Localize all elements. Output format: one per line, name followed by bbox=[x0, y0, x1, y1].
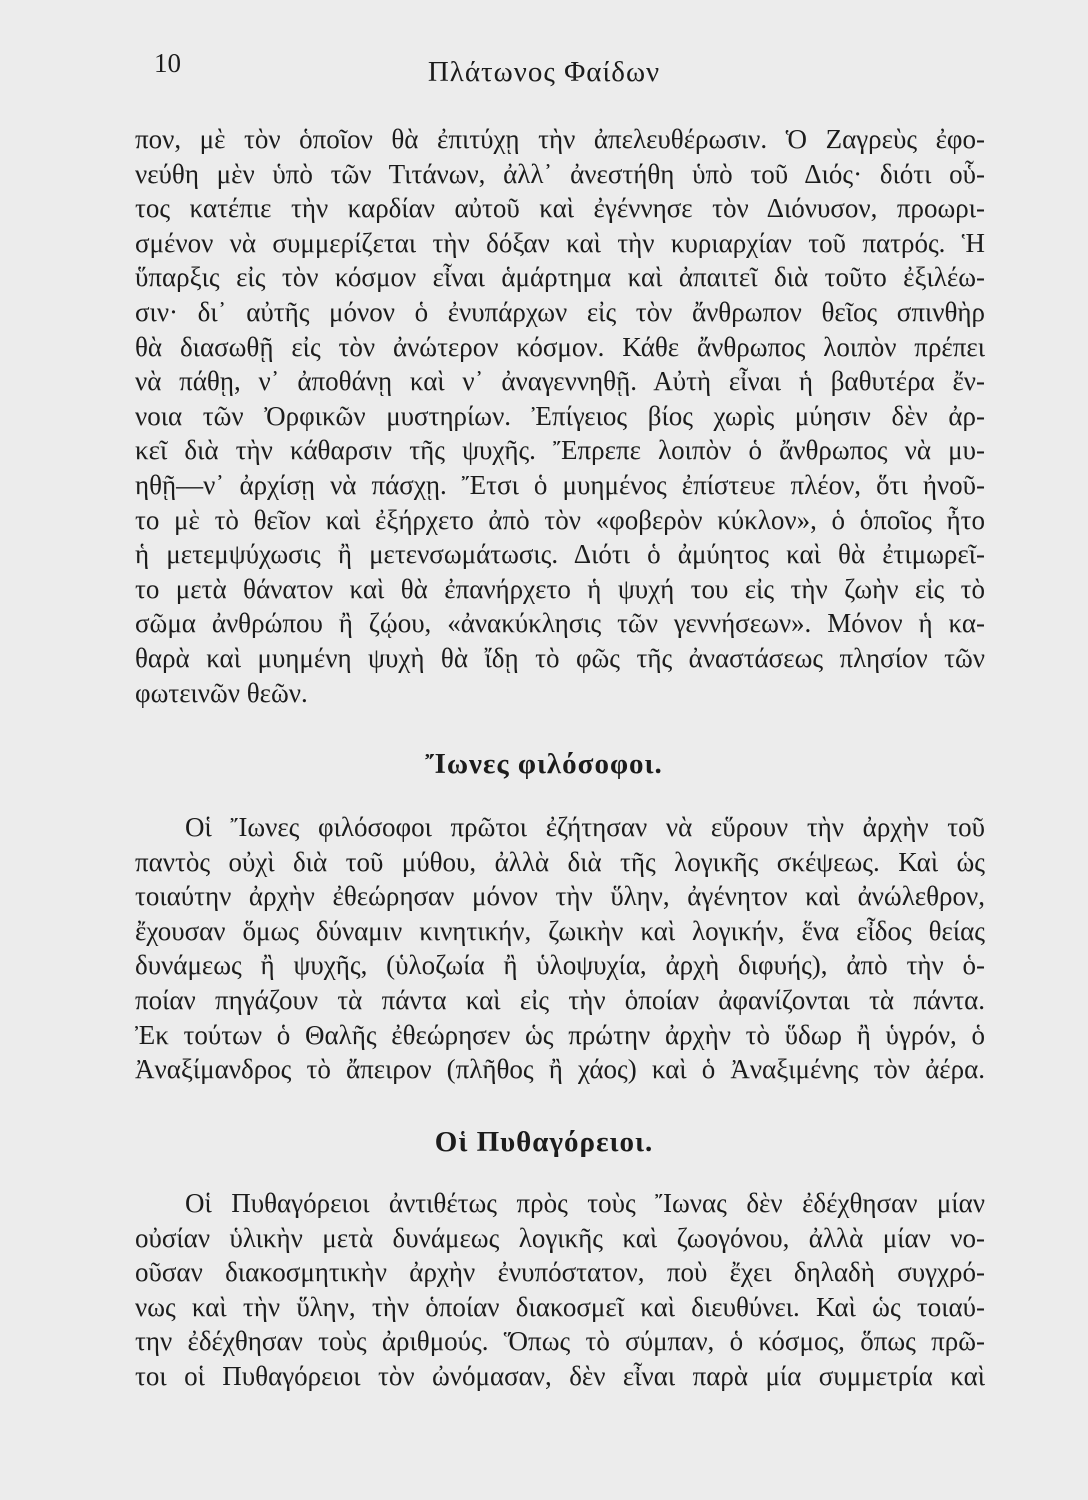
text-line: κεῖ διὰ τὴν κάθαρσιν τῆς ψυχῆς. Ἔπρεπε λοιπὸν ὁ ἄνθρωπος νὰ μυ- bbox=[135, 435, 985, 466]
section-heading-pythagorean: Οἱ Πυθαγόρειοι. bbox=[434, 1126, 654, 1158]
text-line: φωτεινῶν θεῶν. bbox=[135, 677, 308, 708]
pythagorean-paragraph bbox=[135, 1186, 985, 1394]
text-line: σῶμα ἀνθρώπου ἢ ζῴου, «ἀνακύκλησις τῶν γεννήσεων». Μόνον ἡ κα- bbox=[135, 608, 985, 639]
text-line: τος κατέπιε τὴν καρδίαν αὐτοῦ καὶ ἐγέννησε τὸν Διόνυσον, προωρι- bbox=[135, 193, 985, 224]
section-heading-ionian: Ἴωνες φιλόσοφοι. bbox=[425, 748, 663, 780]
text-line: το μετὰ θάνατον καὶ θὰ ἐπανήρχετο ἡ ψυχή του εἰς τὴν ζωὴν εἰς τὸ bbox=[135, 573, 985, 604]
text-line: Ἐκ τούτων ὁ Θαλῆς ἐθεώρησεν ὡς πρώτην ἀρχὴν τὸ ὕδωρ ἢ ὑγρόν, ὁ bbox=[135, 1019, 985, 1050]
text-line: τοιαύτην ἀρχὴν ἐθεώρησαν μόνον τὴν ὕλην, ἀγένητον καὶ ἀνώλεθρον, bbox=[135, 881, 985, 912]
text-line: ποίαν πηγάζουν τὰ πάντα καὶ εἰς τὴν ὁποίαν ἀφανίζονται τὰ πάντα. bbox=[135, 984, 985, 1015]
text-line: νως καὶ τὴν ὕλην, τὴν ὁποίαν διακοσμεῖ καὶ διευθύνει. Καὶ ὡς τοιαύ- bbox=[135, 1291, 985, 1322]
text-line: ἡ μετεμψύχωσις ἢ μετενσωμάτωσις. Διότι ὁ ἀμύητος καὶ θὰ ἐτιμωρεῖ- bbox=[135, 539, 985, 570]
text-line: Οἱ Ἴωνες φιλόσοφοι πρῶτοι ἐζήτησαν νὰ εὕρουν τὴν ἀρχὴν τοῦ bbox=[185, 812, 985, 842]
text-line: νεύθη μὲν ὑπὸ τῶν Τιτάνων, ἀλλ᾽ ἀνεστήθη ὑπὸ τοῦ Διός· διότι οὗ- bbox=[135, 158, 985, 189]
text-line: νὰ πάθῃ, ν᾽ ἀποθάνῃ καὶ ν᾽ ἀναγεννηθῇ. Αὐτὴ εἶναι ἡ βαθυτέρα ἔν- bbox=[135, 366, 985, 397]
text-line: σιν· δι᾽ αὐτῆς μόνον ὁ ἐνυπάρχων εἰς τὸν ἄνθρωπον θεῖος σπινθὴρ bbox=[135, 296, 985, 327]
text-line: ὕπαρξις εἰς τὸν κόσμον εἶναι ἁμάρτημα καὶ ἀπαιτεῖ διὰ τοῦτο ἐξιλέω- bbox=[135, 262, 985, 293]
text-line: θαρὰ καὶ μυημένη ψυχὴ θὰ ἴδῃ τὸ φῶς τῆς ἀναστάσεως πλησίον τῶν bbox=[135, 642, 985, 673]
orphic-paragraph bbox=[135, 122, 985, 710]
text-line: παντὸς οὐχὶ διὰ τοῦ μύθου, ἀλλὰ διὰ τῆς λογικῆς σκέψεως. Καὶ ὡς bbox=[135, 846, 985, 877]
ionian-paragraph bbox=[135, 810, 985, 1087]
text-line: Οἱ Πυθαγόρειοι ἀντιθέτως πρὸς τοὺς Ἴωνας δὲν ἐδέχθησαν μίαν bbox=[185, 1188, 985, 1218]
text-line: το μὲ τὸ θεῖον καὶ ἐξήρχετο ἀπὸ τὸν «φοβερὸν κύκλον», ὁ ὁποῖος ἦτο bbox=[135, 504, 985, 535]
text-line: δυνάμεως ἢ ψυχῆς, (ὑλοζωία ἢ ὑλοψυχία, ἀρχὴ διφυής), ἀπὸ τὴν ὁ- bbox=[135, 950, 985, 981]
text-line: σμένον νὰ συμμερίζεται τὴν δόξαν καὶ τὴν κυριαρχίαν τοῦ πατρός. Ἡ bbox=[135, 227, 985, 258]
text-line: ἔχουσαν ὅμως δύναμιν κινητικήν, ζωικὴν καὶ λογικήν, ἕνα εἶδος θείας bbox=[135, 915, 985, 946]
text-line: την ἐδέχθησαν τοὺς ἀριθμούς. Ὅπως τὸ σύμπαν, ὁ κόσμος, ὅπως πρῶ- bbox=[135, 1326, 985, 1357]
text-line: οῦσαν διακοσμητικὴν ἀρχὴν ἐνυπόστατον, ποὺ ἔχει δηλαδὴ συγχρό- bbox=[135, 1257, 985, 1288]
text-line: θὰ διασωθῇ εἰς τὸν ἀνώτερον κόσμον. Κάθε ἄνθρωπος λοιπὸν πρέπει bbox=[135, 331, 985, 362]
text-line: τοι οἱ Πυθαγόρειοι τὸν ὠνόμασαν, δὲν εἶναι παρὰ μία συμμετρία καὶ bbox=[135, 1360, 985, 1391]
text-line: ηθῇ—ν᾽ ἀρχίσῃ νὰ πάσχῃ. Ἔτσι ὁ μυημένος ἐπίστευε πλέον, ὅτι ἠνοῦ- bbox=[135, 469, 985, 500]
running-title: Πλάτωνος Φαίδων bbox=[427, 56, 661, 88]
text-line: πον, μὲ τὸν ὁποῖον θὰ ἐπιτύχῃ τὴν ἀπελευθέρωσιν. Ὁ Ζαγρεὺς ἐφο- bbox=[135, 124, 985, 154]
text-line: νοια τῶν Ὀρφικῶν μυστηρίων. Ἐπίγειος βίος χωρὶς μύησιν δὲν ἀρ- bbox=[135, 400, 985, 431]
text-line: οὐσίαν ὑλικὴν μετὰ δυνάμεως λογικῆς καὶ ζωογόνου, ἀλλὰ μίαν νο- bbox=[135, 1222, 985, 1253]
text-line: Ἀναξίμανδρος τὸ ἄπειρον (πλῆθος ἢ χάος) καὶ ὁ Ἀναξιμένης τὸν ἀέρα. bbox=[135, 1054, 985, 1085]
page-number: 10 bbox=[154, 48, 181, 78]
